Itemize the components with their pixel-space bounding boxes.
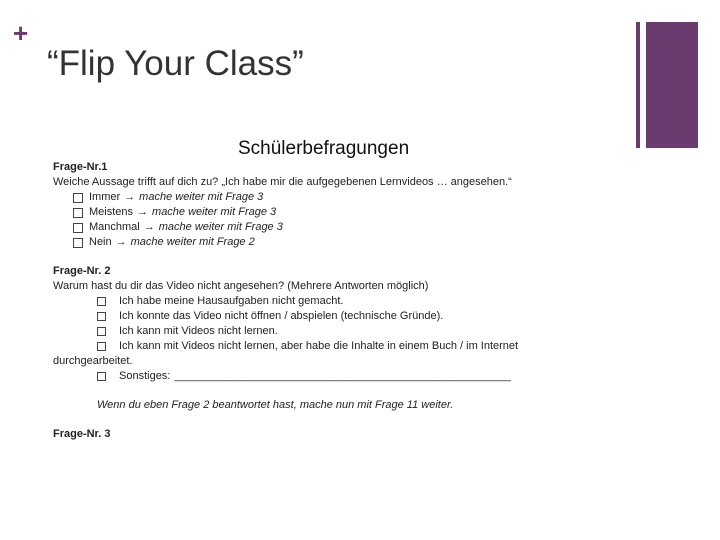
question-2-heading: Frage-Nr. 2: [53, 265, 111, 277]
option-label: Ich kann mit Videos nicht lernen, aber habe die Inhalte in einem Buch / im Internet: [119, 340, 519, 352]
option-action: mache weiter mit Frage 3: [158, 221, 283, 233]
q1-option-4: [73, 235, 553, 250]
q1-option-3: [73, 220, 553, 235]
q2-option-2: [97, 309, 553, 324]
question-2-text: Warum hast du dir das Video nicht angesehen? (Mehrere Antworten möglich): [53, 280, 429, 292]
slide-subtitle: Schülerbefragungen: [238, 138, 410, 159]
arrow-right-icon: →: [143, 221, 155, 233]
question-1-heading: Frage-Nr.1: [53, 161, 108, 173]
slide-title: “Flip Your Class”: [47, 44, 304, 83]
q2-option-4: [97, 339, 553, 354]
q2-option-1: [97, 294, 553, 309]
checkbox-icon[interactable]: [73, 208, 83, 218]
q1-option-2: [73, 205, 553, 220]
option-continuation: durchgearbeitet.: [53, 355, 133, 367]
checkbox-icon[interactable]: [97, 327, 106, 336]
arrow-right-icon: →: [137, 206, 149, 218]
option-label: Nein: [89, 236, 112, 248]
other-answer-line[interactable]: _______________________________________________________: [174, 370, 511, 382]
checkbox-icon[interactable]: [73, 238, 83, 248]
skip-instruction: Wenn du eben Frage 2 beantwortet hast, mache nun mit Frage 11 weiter.: [97, 399, 454, 411]
accent-bar-thin: [636, 22, 640, 148]
q2-option-3: [97, 324, 553, 339]
q1-option-1: [73, 190, 553, 205]
option-action: mache weiter mit Frage 2: [130, 236, 255, 248]
accent-bar-thick: [646, 22, 698, 148]
questionnaire: [53, 160, 553, 442]
option-action: mache weiter mit Frage 3: [152, 206, 277, 218]
arrow-right-icon: →: [124, 191, 136, 203]
option-action: mache weiter mit Frage 3: [139, 191, 264, 203]
checkbox-icon[interactable]: [73, 193, 83, 203]
q2-option-other: [97, 369, 553, 384]
checkbox-icon[interactable]: [97, 342, 106, 351]
question-1-text: Weiche Aussage trifft auf dich zu? „Ich habe mir die aufgegebenen Lernvideos … angesehen.“: [53, 176, 512, 188]
arrow-right-icon: →: [115, 236, 127, 248]
option-label: Ich konnte das Video nicht öffnen / abspielen (technische Gründe).: [119, 310, 444, 322]
option-label: Immer: [89, 191, 121, 203]
question-3-heading: Frage-Nr. 3: [53, 428, 111, 440]
option-label: Ich habe meine Hausaufgaben nicht gemacht.: [119, 295, 344, 307]
checkbox-icon[interactable]: [97, 297, 106, 306]
other-label: Sonstiges:: [119, 370, 171, 382]
checkbox-icon[interactable]: [97, 312, 106, 321]
checkbox-icon[interactable]: [73, 223, 83, 233]
checkbox-icon[interactable]: [97, 372, 106, 381]
plus-icon: +: [13, 18, 29, 48]
option-label: Manchmal: [89, 221, 140, 233]
option-label: Meistens: [89, 206, 134, 218]
option-label: Ich kann mit Videos nicht lernen.: [119, 325, 278, 337]
